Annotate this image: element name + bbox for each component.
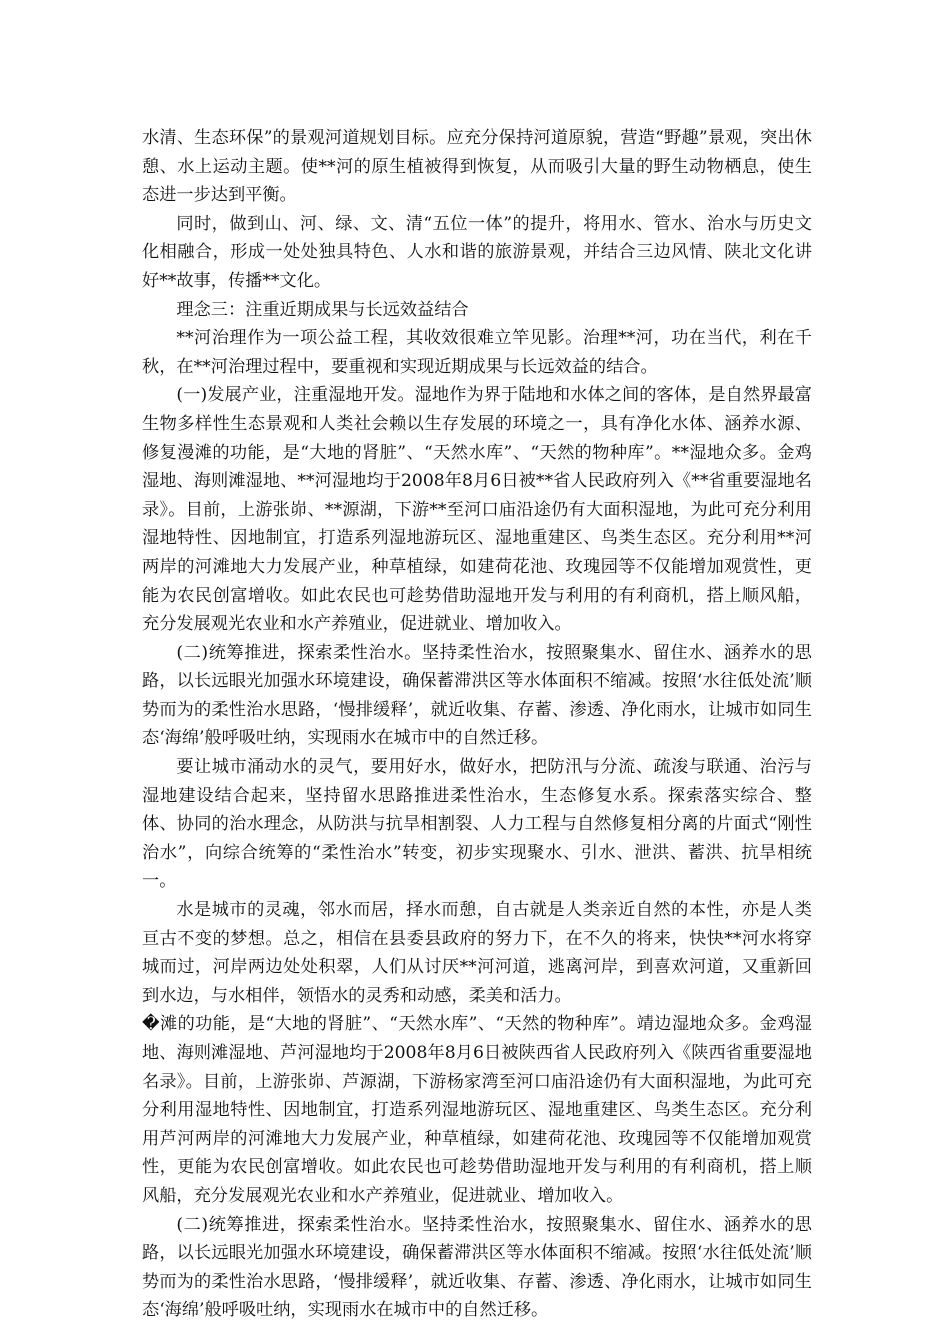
section-heading-concept-three: 理念三：注重近期成果与长远效益结合 — [176, 299, 469, 320]
paragraph-wetland-development: (一)发展产业，注重湿地开发。湿地作为界于陆地和水体之间的客体，是自然界最富生物多样性生态景观和人类社会赖以生存发展的环境之一，具有净化水体、涵养水源、修复漫滩的功能，是“大地的肾脏”、“天然水库”、“天然的物种库”。**湿地众多。金鸡湿地、海则滩湿地、**河湿地均于2008年8月6日被**省人民政府列入《**省重要湿地名录》。目前，上游张峁、**源湖，下游**至河口庙沿途仍有大面积湿地，为此可充分利用湿地特性、因地制宜，打造系列湿地游玩区、湿地重建区、鸟类生态区。充分利用**河两岸的河滩地大力发展产业，种草植绿，如建荷花池、玫瑰园等不仅能增加观赏性，更能为农民创富增收。如此农民也可趁势借助湿地开发与利用的有利商机，搭上顺风船，充分发展观光农业和水产养殖业，促进就业、增加收入。 — [142, 385, 812, 635]
paragraph-five-in-one: 同时，做到山、河、绿、文、清“五位一体”的提升，将用水、管水、治水与历史文化相融合，形成一处处独具特色、人水和谐的旅游景观，并结合三边风情、陕北文化讲好**故事，传播**文化。 — [142, 213, 812, 291]
paragraph-city-water: 要让城市涌动水的灵气，要用好水，做好水，把防汛与分流、疏浚与联通、治污与湿地建设结合起来，坚持留水思路推进柔性治水，生态修复水系。探索落实综合、整体、协同的治水理念，从防洪与抗旱相割裂、人力工程与自然修复相分离的片面式“刚性治水”，向综合统筹的“柔性治水”转变，初步实现聚水、引水、泄洪、蓄洪、抗旱相统一。 — [142, 757, 812, 892]
document-page — [142, 124, 812, 1325]
paragraph-water-soul: 水是城市的灵魂，邻水而居，择水而憩，自古就是人类亲近自然的本性，亦是人类亘古不变的梦想。总之，相信在县委县政府的努力下，在不久的将来，快快**河水将穿城而过，河岸两边处处积翠，人们从讨厌**河河道，逃离河岸，到喜欢河道，又重新回到水边，与水相伴，领悟水的灵秀和动感，柔美和活力。 — [142, 900, 812, 1006]
paragraph-continuation: 水清、生态环保”的景观河道规划目标。应充分保持河道原貌，营造“野趣”景观，突出休憩、水上运动主题。使**河的原生植被得到恢复，从而吸引大量的野生动物栖息，使生态进一步达到平衡。 — [142, 128, 812, 206]
paragraph-flexible-water-repeat: (二)统筹推进，探索柔性治水。坚持柔性治水，按照聚集水、留住水、涵养水的思路，以长远眼光加强水环境建设，确保蓄滞洪区等水体面积不缩减。按照‘水往低处流’顺势而为的柔性治水思路，‘慢排缓释’，就近收集、存蓄、渗透、净化雨水，让城市如同生态‘海绵’般呼吸吐纳，实现雨水在城市中的自然迁移。 — [142, 1214, 812, 1321]
paragraph-flexible-water: (二)统筹推进，探索柔性治水。坚持柔性治水，按照聚集水、留住水、涵养水的思路，以长远眼光加强水环境建设，确保蓄滞洪区等水体面积不缩减。按照‘水往低处流’顺势而为的柔性治水思路，‘慢排缓释’，就近收集、存蓄、渗透、净化雨水，让城市如同生态‘海绵’般呼吸吐纳，实现雨水在城市中的自然迁移。 — [142, 642, 812, 749]
paragraph-public-project: **河治理作为一项公益工程，其收效很难立竿见影。治理**河，功在当代，利在千秋，在**河治理过程中，要重视和实现近期成果与长远效益的结合。 — [142, 328, 812, 377]
paragraph-wetland-repeat: �滩的功能，是“大地的肾脏”、“天然水库”、“天然的物种库”。靖边湿地众多。金鸡湿地、海则滩湿地、芦河湿地均于2008年8月6日被陕西省人民政府列入《陕西省重要湿地名录》。目前，上游张峁、芦源湖，下游杨家湾至河口庙沿途仍有大面积湿地，为此可充分利用湿地特性、因地制宜，打造系列湿地游玩区、湿地重建区、鸟类生态区。充分利用芦河两岸的河滩地大力发展产业，种草植绿，如建荷花池、玫瑰园等不仅能增加观赏性，更能为农民创富增收。如此农民也可趁势借助湿地开发与利用的有利商机，搭上顺风船，充分发展观光农业和水产养殖业，促进就业、增加收入。 — [142, 1014, 812, 1206]
